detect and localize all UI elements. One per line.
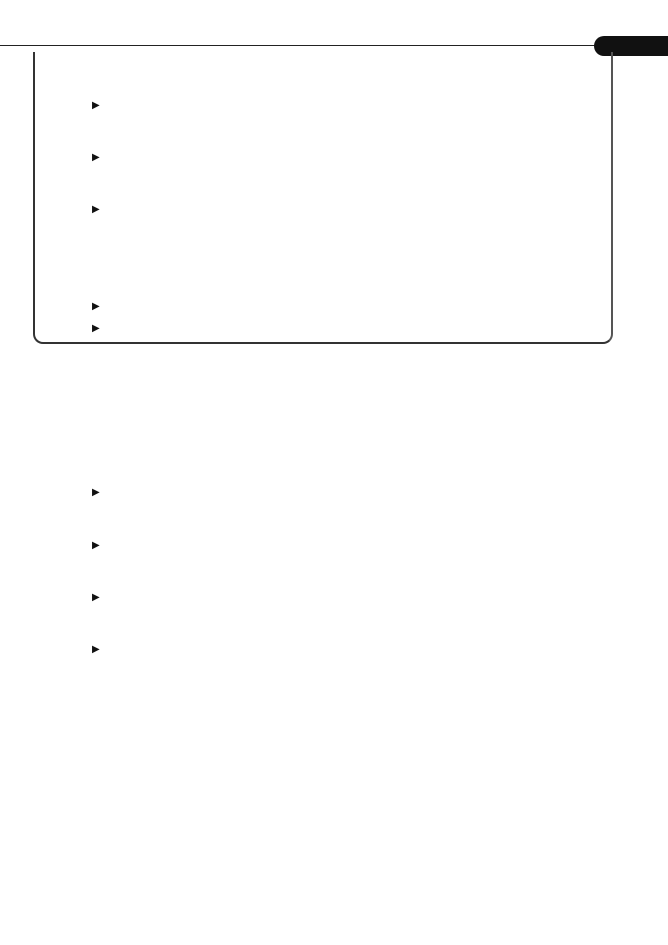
bullet-icon: ▶	[92, 644, 100, 655]
example-sentence	[92, 536, 108, 554]
bullet-icon: ▶	[92, 204, 100, 215]
bullet-icon: ▶	[92, 487, 100, 498]
bullet-icon: ▶	[92, 540, 100, 551]
example-sentence	[92, 200, 108, 218]
bullet-icon: ▶	[92, 100, 100, 111]
bullet-icon: ▶	[92, 301, 100, 312]
grammar-box	[33, 52, 613, 344]
example-sentence	[92, 640, 108, 658]
example-sentence	[92, 319, 108, 337]
bullet-icon: ▶	[92, 592, 100, 603]
example-sentence	[92, 96, 108, 114]
bullet-icon: ▶	[92, 323, 100, 334]
example-sentence	[92, 588, 108, 606]
example-sentence	[92, 297, 108, 315]
bullet-icon: ▶	[92, 152, 100, 163]
example-sentence	[92, 148, 108, 166]
example-sentence	[92, 483, 108, 501]
header-rule	[0, 45, 600, 46]
